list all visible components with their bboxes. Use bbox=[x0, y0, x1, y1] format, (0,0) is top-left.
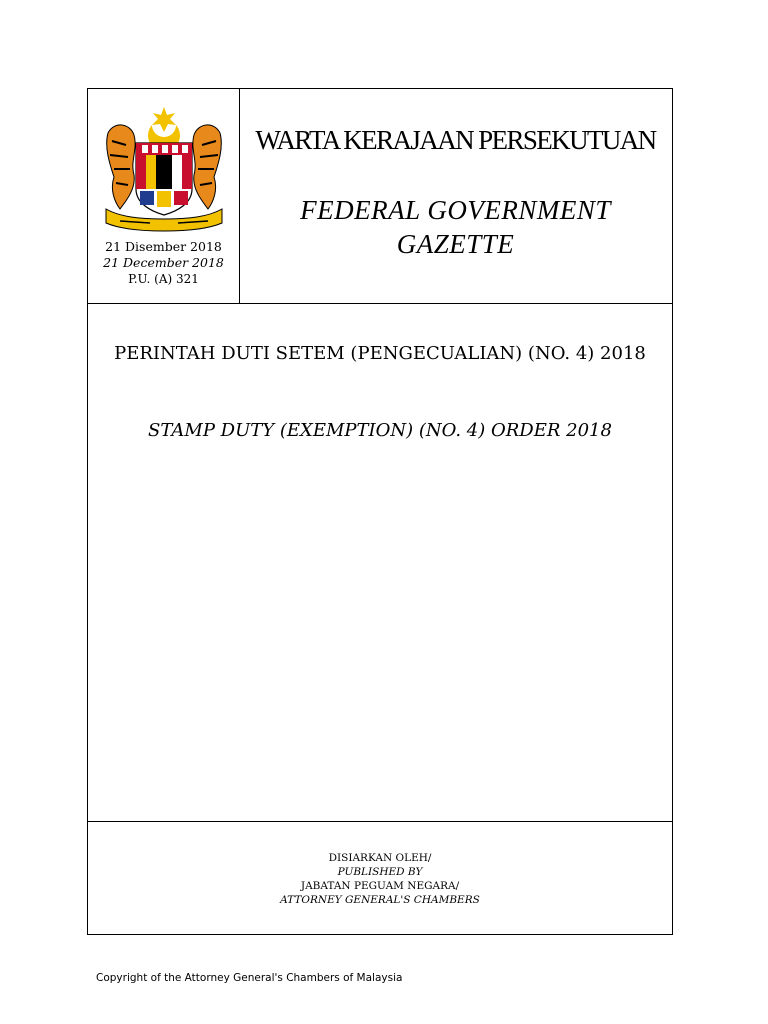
title-cell bbox=[239, 89, 672, 303]
publisher-line-3: JABATAN PEGUAM NEGARA/ bbox=[300, 880, 460, 892]
publisher-line-2: PUBLISHED BY bbox=[337, 866, 423, 878]
gazette-title-english-line1: FEDERAL GOVERNMENT bbox=[300, 195, 611, 225]
gazette-dates bbox=[88, 239, 239, 287]
gazette-title-english bbox=[239, 193, 672, 261]
date-english: 21 December 2018 bbox=[103, 255, 224, 270]
header-row bbox=[88, 89, 672, 304]
gazette-title-malay: WARTA KERAJAAN PERSEKUTUAN bbox=[255, 125, 656, 155]
order-section bbox=[88, 303, 672, 822]
order-title-malay: PERINTAH DUTI SETEM (PENGECUALIAN) (NO. 4) 2018 bbox=[114, 343, 646, 364]
gazette-reference: P.U. (A) 321 bbox=[128, 272, 199, 286]
malaysia-coat-of-arms-icon bbox=[100, 105, 228, 233]
publisher-line-1: DISIARKAN OLEH/ bbox=[328, 852, 432, 864]
date-malay: 21 Disember 2018 bbox=[105, 239, 222, 254]
crest-cell bbox=[88, 89, 240, 303]
publisher-line-4: ATTORNEY GENERAL'S CHAMBERS bbox=[280, 894, 480, 906]
gazette-title-english-line2: GAZETTE bbox=[396, 229, 515, 259]
copyright-notice: Copyright of the Attorney General's Chambers of Malaysia bbox=[96, 972, 403, 984]
order-title-english: STAMP DUTY (EXEMPTION) (NO. 4) ORDER 2018 bbox=[148, 420, 612, 441]
publisher-block bbox=[88, 851, 672, 907]
gazette-cover-frame bbox=[87, 88, 673, 935]
